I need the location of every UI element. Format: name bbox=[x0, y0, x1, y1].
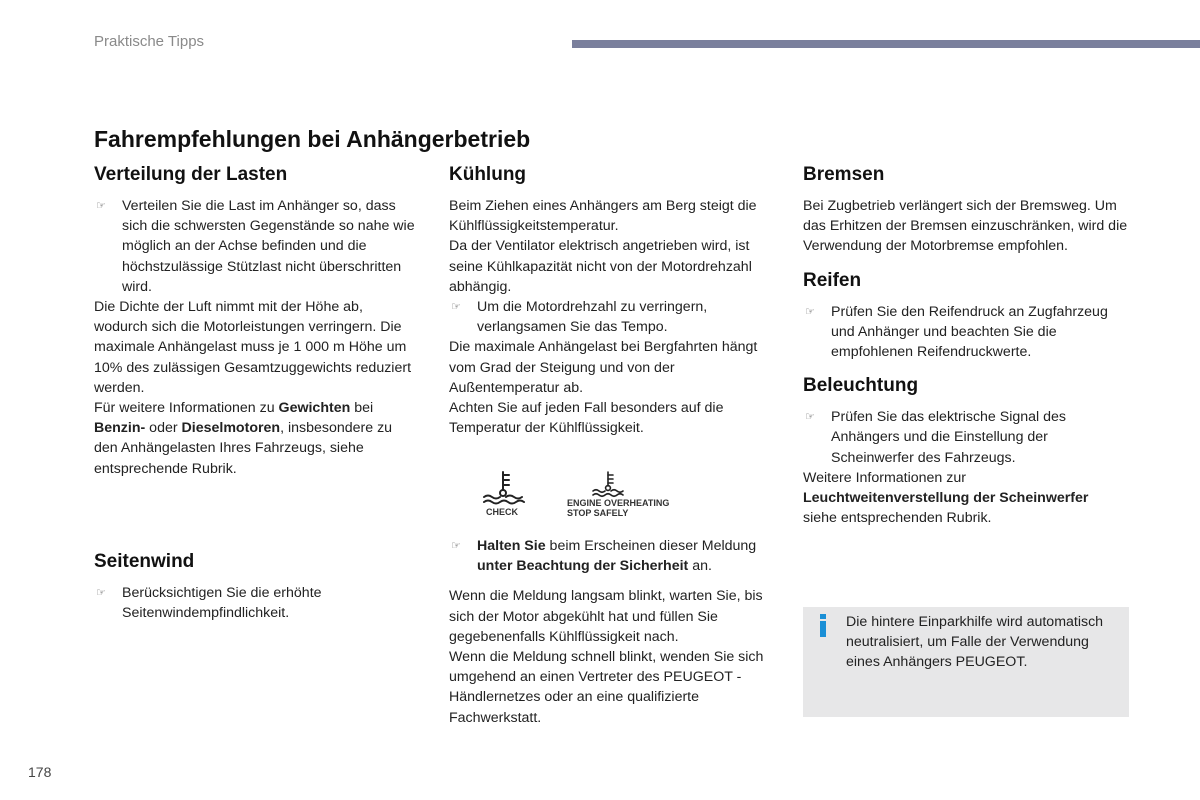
heading-load-distribution: Verteilung der Lasten bbox=[94, 164, 288, 185]
paragraph: siehe entsprechenden Rubrik. bbox=[803, 510, 992, 527]
paragraph: Achten Sie auf jeden Fall besonders auf die Temperatur der Kühlflüssigkeit. bbox=[449, 400, 724, 437]
pointing-hand-icon: ☞ bbox=[805, 305, 815, 318]
page-title: Fahrempfehlungen bei Anhängerbetrieb bbox=[94, 126, 531, 152]
paragraph: Die maximale Anhängelast bei Bergfahrten hängt vom Grad der Steigung und von der Außentemperatur ab. bbox=[449, 339, 758, 396]
right-column bbox=[803, 164, 1133, 528]
heading-lighting: Beleuchtung bbox=[803, 375, 919, 397]
warning-lights bbox=[478, 470, 678, 522]
paragraph: Beim Ziehen eines Anhängers am Berg steigt die Kühlflüssigkeitstemperatur. bbox=[449, 198, 757, 235]
pointing-hand-icon: ☞ bbox=[96, 200, 106, 212]
paragraph: Bei Zugbetrieb verlängert sich der Bremsweg. Um das Erhitzen der Bremsen einzuschränken, wird die Verwendung der Motorbremse empfohlen. bbox=[803, 198, 1128, 255]
list-item: ☞ Prüfen Sie das elektrische Signal des Anhängers und die Einstellung der Scheinwerfer des Fahrzeugs. bbox=[805, 409, 1067, 466]
heading-crosswind: Seitenwind bbox=[94, 551, 195, 572]
list-item: ☞ Berücksichtigen Sie die erhöhte Seitenwindempfindlichkeit. bbox=[96, 585, 322, 622]
heading-cooling: Kühlung bbox=[449, 164, 527, 185]
left-column bbox=[94, 164, 416, 479]
pointing-hand-icon: ☞ bbox=[96, 587, 106, 599]
paragraph: Für weitere Informationen zu Gewichten bei Benzin- oder Dieselmotoren, insbesondere zu den Anhängelasten Ihres Fahrzeugs, siehe entsprechende Rubrik. bbox=[94, 400, 393, 477]
info-text: Die hintere Einparkhilfe wird automatisch neutralisiert, um Falle der Verwendung eines Anhängers PEUGEOT. bbox=[846, 614, 1104, 671]
pointing-hand-icon: ☞ bbox=[805, 411, 815, 424]
list-item: ☞ Um die Motordrehzahl zu verringern, verlangsamen Sie das Tempo. bbox=[451, 299, 708, 336]
paragraph: Leuchtweitenverstellung der Scheinwerfer bbox=[803, 490, 1089, 507]
section-label: Praktische Tipps bbox=[94, 33, 205, 50]
info-icon bbox=[818, 612, 828, 638]
heading-brakes: Bremsen bbox=[803, 164, 885, 185]
paragraph: Da der Ventilator elektrisch angetrieben wird, ist seine Kühlkapazität nicht von der Motordrehzahl abhängig. bbox=[449, 238, 752, 295]
engine-overheating-icon bbox=[588, 470, 628, 498]
list-item: ☞ Prüfen Sie den Reifendruck an Zugfahrzeug und Anhänger und beachten Sie die empfohlenen Reifendruckwerte. bbox=[805, 303, 1108, 361]
middle-column-lower bbox=[449, 536, 779, 728]
pointing-hand-icon: ☞ bbox=[451, 301, 461, 314]
paragraph: Wenn die Meldung schnell blinkt, wenden Sie sich umgehend an einen Vertreter des PEUGEOT -Händlernetzes oder an eine qualifizierte Fachwerkstatt. bbox=[449, 649, 764, 726]
crosswind-section bbox=[94, 551, 416, 623]
engine-overheating-label: ENGINE OVERHEATING STOP SAFELY bbox=[567, 498, 670, 518]
coolant-temperature-icon bbox=[478, 470, 528, 506]
paragraph: Die Dichte der Luft nimmt mit der Höhe ab, wodurch sich die Motorleistungen verringern. Die maximale Anhängelast muss je 1 000 m Höhe um 10% des zulässigen Gesamtzuggewichts reduziert werden. bbox=[94, 299, 412, 396]
pointing-hand-icon: ☞ bbox=[451, 540, 461, 552]
heading-tyres: Reifen bbox=[803, 269, 862, 291]
check-label: CHECK bbox=[486, 507, 519, 517]
paragraph: Weitere Informationen zur bbox=[803, 469, 966, 486]
page-number: 178 bbox=[28, 764, 52, 780]
paragraph: Wenn die Meldung langsam blinkt, warten Sie, bis sich der Motor abgekühlt hat und füllen Sie gegebenenfalls Kühlflüssigkeit nach. bbox=[449, 588, 763, 645]
middle-column bbox=[449, 164, 771, 438]
list-item: ☞ Halten Sie beim Erscheinen dieser Meldung unter Beachtung der Sicherheit an. bbox=[451, 538, 757, 575]
list-item: ☞ Verteilen Sie die Last im Anhänger so, dass sich die schwersten Gegenstände so nahe wie möglich an der Achse befinden und die höchstzulässige Stützlast nicht überschritten wird. bbox=[96, 198, 415, 295]
header-bar bbox=[572, 40, 1200, 48]
